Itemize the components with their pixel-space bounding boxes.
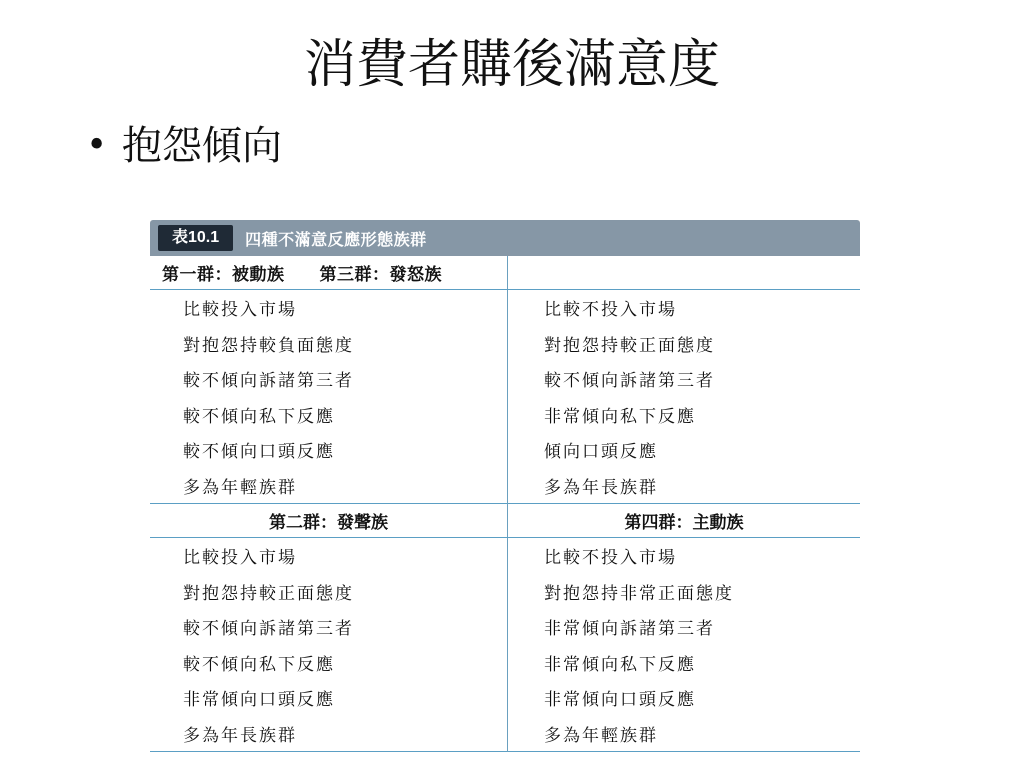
table-cell: 傾向口頭反應 [544,442,658,463]
section1-right-header [508,256,861,290]
table-cell: 非常傾向口頭反應 [150,680,508,716]
bullet-dot-icon: • [86,125,108,166]
section2-right-header: 第四群：主動族 [508,504,861,538]
table-row [150,645,860,681]
table-cell: 比較不投入市場 [544,300,677,321]
table-cell: 多為年輕族群 [150,468,508,504]
table-row [150,574,860,610]
section-header-row [150,504,860,538]
section2-left-header: 第二群：發聲族 [150,504,508,538]
table-cell: 多為年長族群 [150,716,508,752]
table-cell: 較不傾向訴諸第三者 [150,361,508,397]
table-cell: 較不傾向私下反應 [150,645,508,681]
bullet-text: 抱怨傾向 [122,123,282,169]
table-cell: 非常傾向私下反應 [544,406,696,427]
table-cell: 較不傾向訴諸第三者 [544,371,715,392]
table-cell: 多為年長族群 [544,477,658,498]
table-cell: 多為年輕族群 [544,725,658,746]
table-cell: 較不傾向口頭反應 [150,432,508,468]
table-cell: 非常傾向私下反應 [544,654,696,675]
slide-title: 消費者購後滿意度 [303,35,720,95]
table-cell: 非常傾向口頭反應 [544,690,696,711]
section1-left-header: 第一群：被動族 第三群：發怒族 [162,265,442,285]
table-cell: 比較不投入市場 [544,548,677,569]
table-grid [150,256,860,752]
table-cell: 比較投入市場 [150,290,508,326]
table-cell: 較不傾向訴諸第三者 [150,609,508,645]
table-caption: 四種不滿意反應形態族群 [245,229,427,249]
table-row [150,468,860,504]
table-cell: 對抱怨持較正面態度 [150,574,508,610]
section-header-cell [150,256,508,290]
table-cell: 非常傾向訴諸第三者 [544,619,715,640]
table-row [150,326,860,362]
table-cell: 對抱怨持非常正面態度 [544,583,734,604]
table-row [150,361,860,397]
table-cell: 比較投入市場 [150,538,508,574]
table-header-bar [150,220,860,256]
table-row [150,716,860,752]
table-cell: 較不傾向私下反應 [150,397,508,433]
table-row [150,680,860,716]
table-row [150,397,860,433]
table-row [150,290,860,326]
table-row [150,538,860,574]
complaint-table [150,220,860,752]
table-row [150,609,860,645]
table-cell: 對抱怨持較正面態度 [544,335,715,356]
bullet-item [86,118,282,174]
table-cell: 對抱怨持較負面態度 [150,326,508,362]
section-header-row [150,256,860,290]
table-number-badge: 表10.1 [158,225,233,251]
table-row [150,432,860,468]
